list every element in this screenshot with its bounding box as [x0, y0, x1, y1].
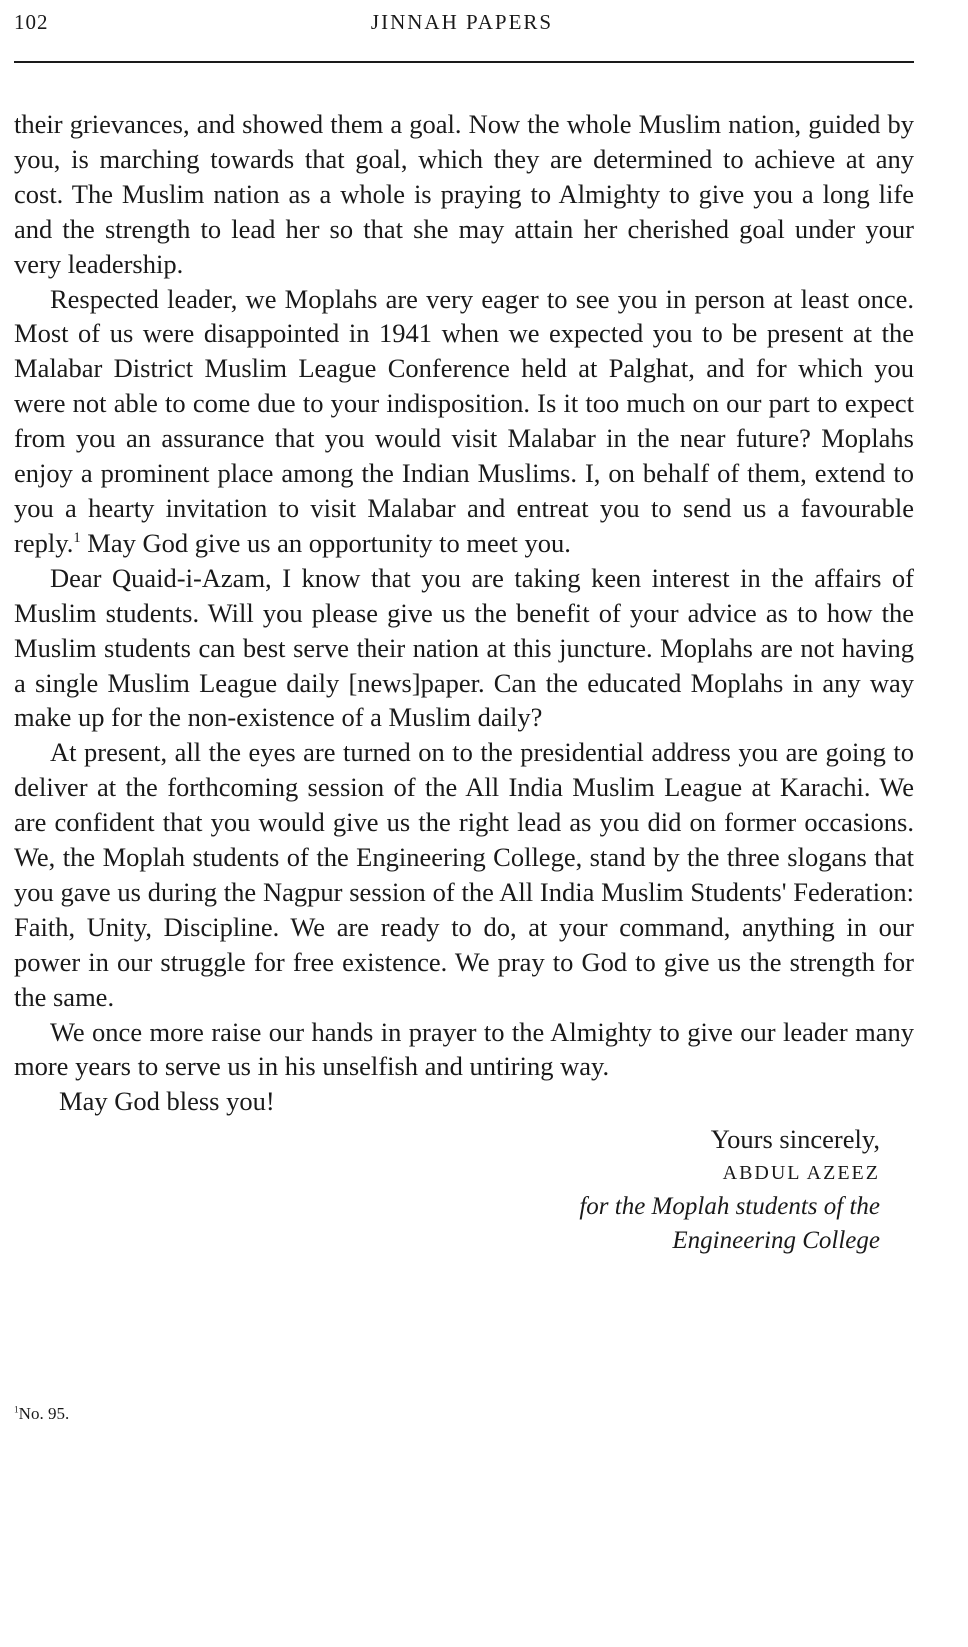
header-rule [14, 61, 914, 63]
valediction: Yours sincerely, [710, 1124, 880, 1154]
affiliation-line-2: Engineering College [672, 1227, 880, 1254]
signer-name: ABDUL AZEEZ [722, 1162, 880, 1184]
paragraph-2-text: Respected leader, we Moplahs are very eager to see you in person at least once. Most of us were disappointed in 1941 when we expected you to be present at the Malabar District Muslim League Conference held at Palghat, and for which you were not able to come due to your indisposition. Is it too much on our part to expect from you an assurance that you would visit Malabar in the near future? Moplahs enjoy a prominent place among the Indian Muslims. I, on behalf of them, extend to you a hearty invitation to visit Malabar and entreat you to send us a favourable reply. [14, 283, 914, 558]
paragraph-2-tail: May God give us an opportunity to meet you. [80, 527, 571, 558]
paragraph-2 [14, 282, 914, 561]
running-head [14, 10, 910, 50]
page-number: 102 [14, 10, 49, 34]
running-title: JINNAH PAPERS [370, 10, 554, 34]
paragraph-3: Dear Quaid-i-Azam, I know that you are taking keen interest in the affairs of Muslim students. Will you please give us the benefit of your advice as to how the Muslim students can best serve their nation at this juncture. Moplahs are not having a single Muslim League daily [news]paper. Can the educated Moplahs in any way make up for the non-existence of a Muslim daily? [14, 562, 914, 733]
footnote [14, 1404, 69, 1424]
letter-body [14, 107, 914, 1119]
affiliation-line-1: for the Moplah students of the [579, 1193, 880, 1220]
paragraph-4: At present, all the eyes are turned on to the presidential address you are going to deliver at the forthcoming session of the All India Muslim League at Karachi. We are confident that you would give us the right lead as you did on former occasions. We, the Moplah students of the Engineering College, stand by the three slogans that you gave us during the Nagpur session of the All India Muslim Students' Federation: Faith, Unity, Discipline. We are ready to do, at your command, anything in our power in our struggle for free existence. We pray to God to give us the strength for the same. [14, 737, 914, 1012]
closing-block [579, 1122, 880, 1258]
paragraph-1: their grievances, and showed them a goal. Now the whole Muslim nation, guided by you, is marching towards that goal, which they are determined to achieve at any cost. The Muslim nation as a whole is praying to Almighty to give you a long life and the strength to lead her so that she may attain her cherished goal under your very leadership. [14, 109, 914, 279]
footnote-text: No. 95. [18, 1404, 70, 1423]
paragraph-5: We once more raise our hands in prayer to the Almighty to give our leader many more years to serve us in his unselfish and untiring way. [14, 1016, 914, 1082]
footnote-reference: 1 [73, 529, 81, 546]
footnote-marker: 1 [14, 1405, 19, 1416]
blessing: May God bless you! [59, 1086, 275, 1117]
